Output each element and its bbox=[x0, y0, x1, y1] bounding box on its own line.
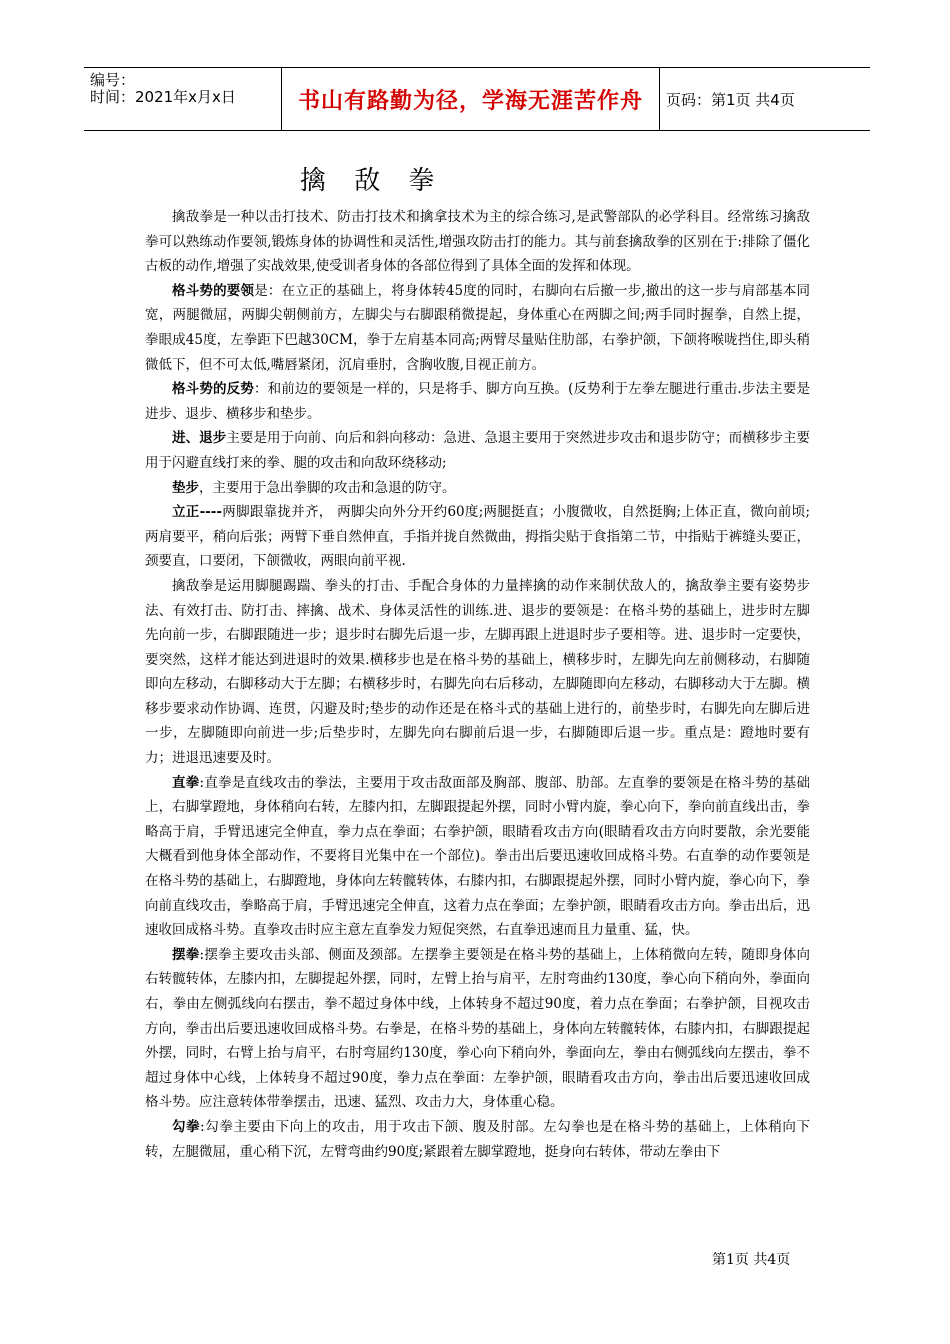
paragraph: 擒敌拳是运用脚腿踢踹、拳头的打击、手配合身体的力量摔擒的动作来制伏敌人的，擒敌拳主要有姿势步法、有效打击、防打击、摔擒、战术、身体灵活性的训练.进、退步的要领是：在格斗势的基础上，进步时左脚先向前一步，右脚跟随进一步；退步时右脚先后退一步，左脚再跟上进退时步子要相等。进、退步时一定要快，要突然，这样才能达到进退时的效果.横移步也是在格斗势的基础上，横移步时，左脚先向左前侧移动，右脚随即向左移动，右脚移动大于左脚；右横移步时，右脚先向右后移动，左脚随即向左移动，右脚移动大于左脚。横移步要求动作协调、连贯，闪避及时;垫步的动作还是在格斗式的基础上进行的，前垫步时，右脚先向左脚后进一步，左脚随即向前进一步;后垫步时，左脚先向右脚前后退一步，右脚随即后退一步。重点是：蹬地时要有力；进退迅速要及时。 bbox=[145, 577, 810, 767]
paragraph: 格斗势的要领是：在立正的基础上，将身体转45度的同时，右脚向右后撤一步,撤出的这一步与肩部基本同宽，两腿微屈，两脚尖朝侧前方，左脚尖与右脚跟稍微提起，身体重心在两脚之间;两手同时握拳，自然上提，拳眼成45度，左拳距下巴越30CM，拳于左肩基本同高;两臂尽量贴住肋部，右拳护颌，下颌将喉咙挡住,即头稍微低下，但不可太低,嘴唇紧闭，沉肩垂肘，含胸收腹,目视正前方。 bbox=[145, 282, 811, 373]
document-title: 擒 敌 拳 bbox=[300, 166, 445, 196]
document-body bbox=[145, 205, 810, 1164]
page-footer: 第1页 共4页 bbox=[712, 1252, 791, 1268]
paragraph: 摆拳:摆拳主要攻击头部、侧面及颈部。左摆拳主要领是在格斗势的基础上，上体稍微向左转，随即身体向右转髋转体，左膝内扣，左脚提起外摆，同时，左臂上抬与肩平，左肘弯曲约130度，拳心向下稍向外，拳面向右，拳由左侧弧线向右摆击，拳不超过身体中线，上体转身不超过90度，着力点在拳面；右拳护颌，目视攻击方向，拳击出后要迅速收回成格斗势。右拳是，在格斗势的基础上，身体向左转髋转体，右膝内扣，右脚跟提起外摆，同时，右臂上抬与肩平，右肘弯屈约130度，拳心向下稍向外，拳面向左，拳由右侧弧线向左摆击，拳不超过身体中心线，上体转身不超过90度，拳力点在拳面：左拳护颌，眼睛看攻击方向，拳击出后要迅速收回成格斗势。应注意转体带拳摆击，迅速、猛烈、攻击力大，身体重心稳。 bbox=[145, 946, 810, 1111]
paragraph: 擒敌拳是一种以击打技术、防击打技术和擒拿技术为主的综合练习,是武警部队的必学科目。经常练习擒敌拳可以熟练动作要领,锻炼身体的协调性和灵活性,增强攻防击打的能力。其与前套擒敌拳的区别在于:排除了僵化古板的动作,增强了实战效果,使受训者身体的各部位得到了具体全面的发挥和体现。 bbox=[145, 209, 810, 275]
paragraph: 格斗势的反势：和前边的要领是一样的，只是将手、脚方向互换。(反势利于左拳左腿进行重击.步法主要是进步、退步、横移步和垫步。 bbox=[145, 381, 810, 422]
paragraph: 垫步，主要用于急出拳脚的攻击和急退的防守。 bbox=[172, 479, 456, 496]
paragraph: 勾拳:勾拳主要由下向上的攻击，用于攻击下颌、腹及肘部。左勾拳也是在格斗势的基础上，上体稍向下转，左腿微屈，重心稍下沉，左臂弯曲约90度;紧跟着左脚掌蹬地，挺身向右转体，带动左拳由下 bbox=[145, 1118, 810, 1160]
header-meta bbox=[84, 68, 281, 130]
paragraph: 立正----两脚跟靠拢并齐， 两脚尖向外分开约60度;两腿挺直；小腹微收，自然挺胸;上体正直，微向前顷;两肩要平，稍向后张；两臂下垂自然伸直，手指并拢自然微曲，拇指尖贴于食指第二节，中指贴于裤缝头要正，颈要直，口要闭，下颌微收，两眼向前平视. bbox=[145, 504, 810, 570]
header-page-code: 页码：第1页 共4页 bbox=[666, 90, 795, 109]
paragraph: 进、退步主要是用于向前、向后和斜向移动：急进、急退主要用于突然进步攻击和退步防守；而横移步主要用于闪避直线打来的拳、腿的攻击和向敌环绕移动; bbox=[145, 430, 811, 471]
header-motto: 书山有路勤为径，学海无涯苦作舟 bbox=[281, 68, 660, 130]
page-header bbox=[84, 67, 870, 131]
time-label: 时间：2021年x月x日 bbox=[90, 88, 236, 106]
paragraph: 直拳:直拳是直线攻击的拳法，主要用于攻击敌面部及胸部、腹部、肋部。左直拳的要领是在格斗势的基础上，右脚掌蹬地，身体稍向右转，左膝内扣，左脚跟提起外摆，同时小臂内旋，拳心向下，拳向前直线出击，拳略高于肩，手臂迅速完全伸直，拳力点在拳面；右拳护颌，眼睛看攻击方向(眼睛看攻击方向时要散，余光要能大概看到他身体全部动作，不要将目光集中在一个部位)。拳击出后要迅速收回成格斗势。右直拳的动作要领是在格斗势的基础上，右脚蹬地，身体向左转髋转体，右膝内扣，右脚跟提起外摆，同时小臂内旋，拳心向下，拳向前直线攻击，拳略高于肩，手臂迅速完全伸直，这着力点在拳面；左拳护颌，眼睛看攻击方向。拳击出后，迅速收回成格斗势。直拳攻击时应主意左直拳发力短促突然，右直拳迅速而且力量重、猛，快。 bbox=[145, 774, 810, 939]
number-label: 编号： bbox=[90, 71, 136, 89]
